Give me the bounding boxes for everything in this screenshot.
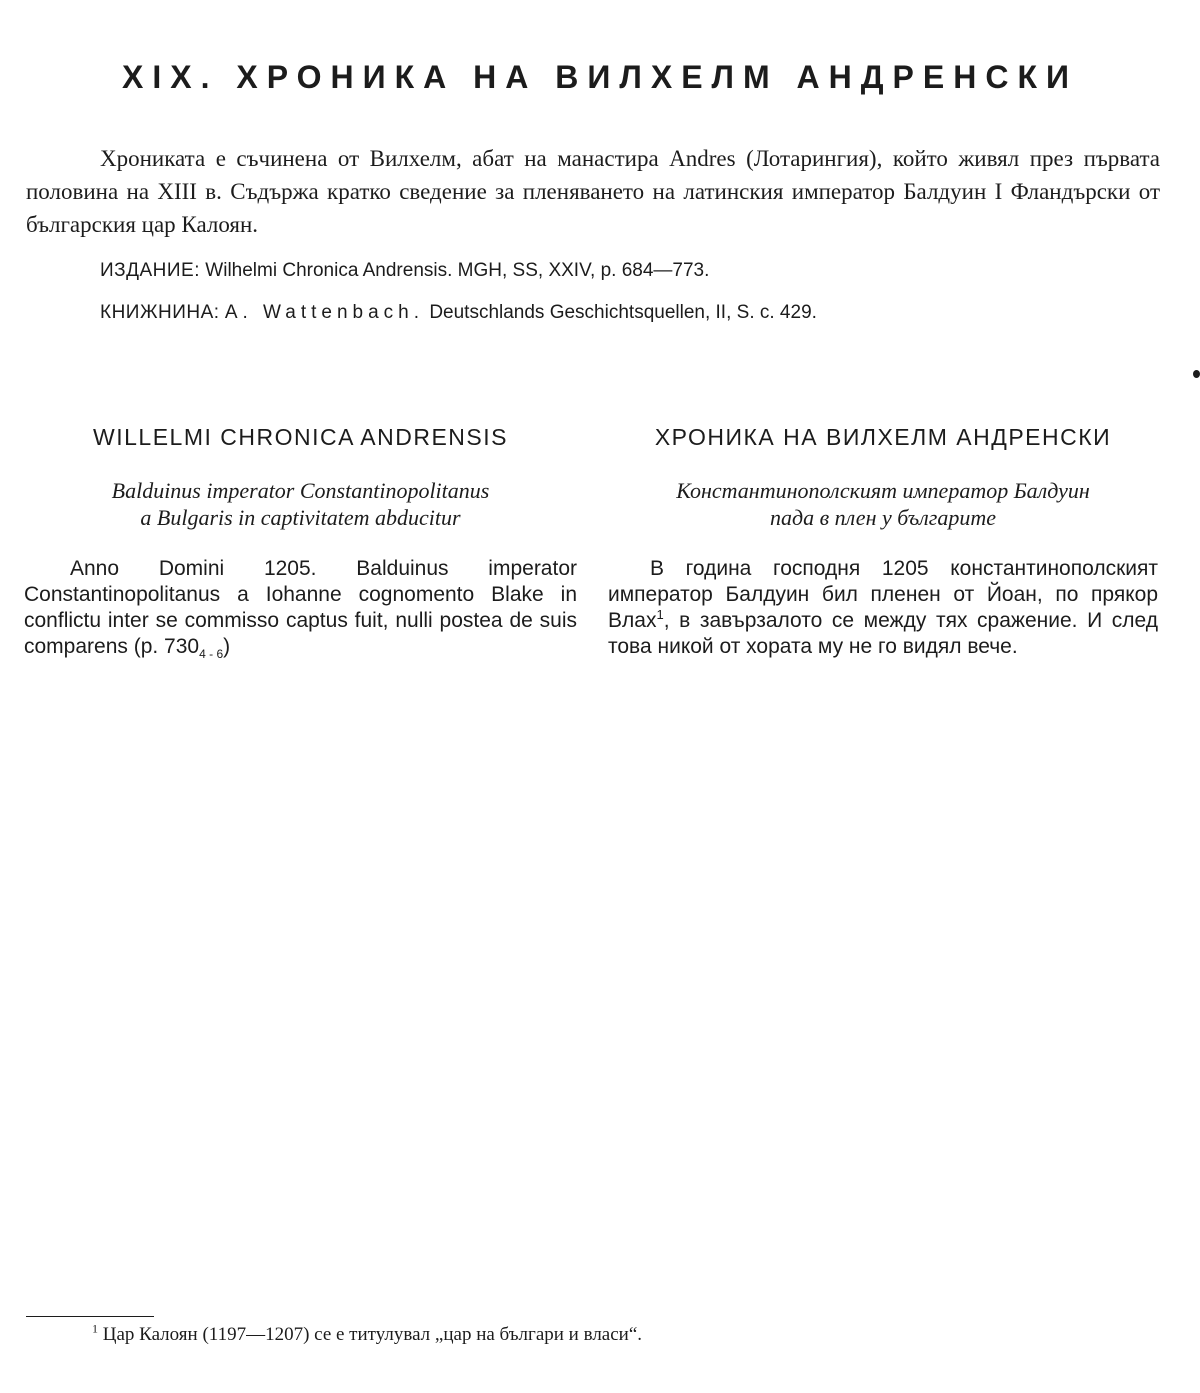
latin-subtitle-line-2: a Bulgaris in captivitatem abducitur [140,505,461,530]
bulgarian-body-part-2: , в завързалото се между тях сражение. И след това никой от хората му не го видял вече. [608,609,1158,658]
page-title: XIX. ХРОНИКА НА ВИЛХЕЛМ АНДРЕНСКИ [122,59,1078,96]
edition-text: Wilhelmi Chronica Andrensis. MGH, SS, XXIV, p. 684—773. [205,260,710,281]
latin-page-ref: 4 - 6 [199,647,224,662]
literature-label: КНИЖНИНА: [100,302,220,323]
bulgarian-body-part-1: В година господня 1205 константинополският император Балдуин бил пленен от Йоан, по прякор Влах [608,557,1158,632]
literature-line [100,302,817,324]
edition-label: ИЗДАНИЕ: [100,260,201,281]
latin-column [24,424,577,660]
bulgarian-body [608,556,1158,660]
footnote-divider [26,1316,154,1317]
footnote-text: Цар Калоян (1197—1207) се е титулувал „цар на българи и власи“. [102,1324,643,1345]
literature-text: Deutschlands Geschichtsquellen, II, S. c. 429. [429,302,817,323]
latin-subtitle-line-1: Balduinus imperator Constantinopolitanus [111,478,490,503]
bulgarian-heading: ХРОНИКА НА ВИЛХЕЛМ АНДРЕНСКИ [654,424,1112,450]
bulgarian-subtitle-line-2: пада в плен у българите [769,505,997,530]
bulgarian-subtitle-line-1: Константинополският император Балдуин [676,478,1090,503]
latin-body [24,556,577,660]
literature-author: A. Wattenbach. [224,302,425,323]
footnote-mark: 1 [92,1321,98,1336]
edition-line [100,260,709,282]
footnote [92,1321,643,1346]
margin-dot [1193,370,1200,378]
intro-paragraph: Хрониката е съчинена от Вилхелм, абат на манастира Andres (Лотарингия), който живял през първата половина на XIII в. Съдържа кратко сведение за пленяването на латинския император Балдуин I Фландърски от българския цар Калоян. [26,146,1160,237]
latin-subtitle [24,477,577,531]
latin-heading: WILLELMI CHRONICA ANDRENSIS [93,424,508,450]
latin-close-paren: ) [223,635,231,658]
footnote-reference[interactable]: 1 [656,607,664,622]
bulgarian-subtitle [608,477,1158,531]
bulgarian-column [608,424,1158,660]
latin-body-text: Anno Domini 1205. Balduinus imperator Constantinopolitanus a Iohanne cognomento Blake in conflictu inter se commisso captus fuit, nulli postea de suis comparens (p. 730 [24,557,577,658]
